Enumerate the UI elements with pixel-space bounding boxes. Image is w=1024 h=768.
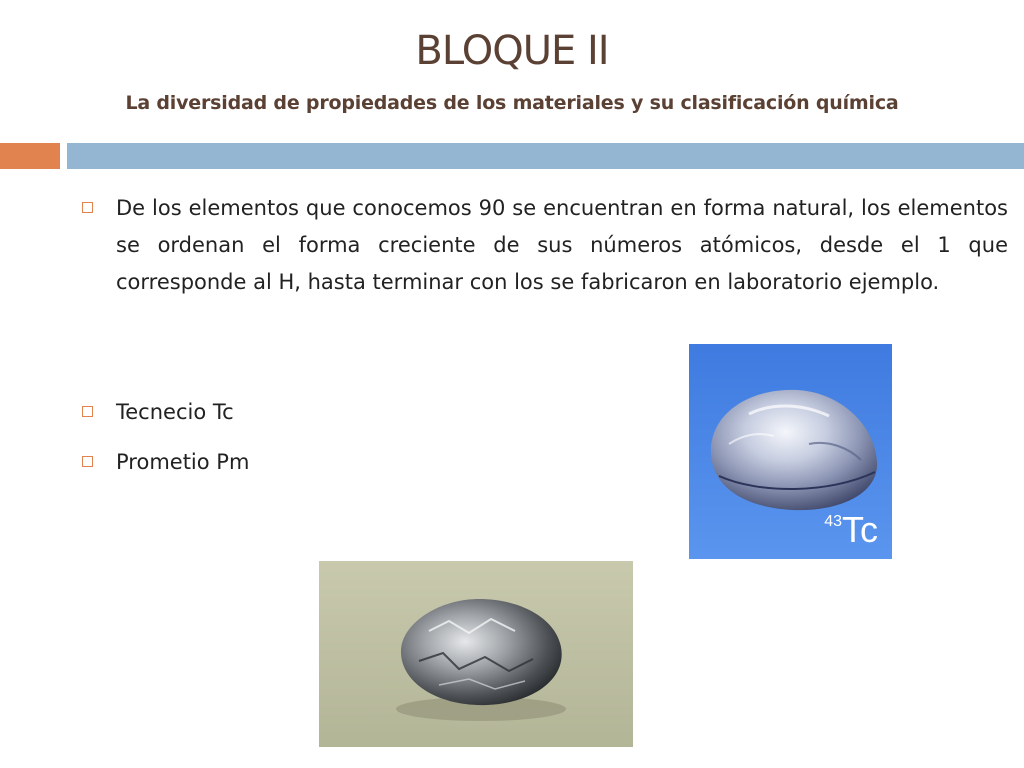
- technetium-image: [689, 344, 892, 559]
- bullet-item: [80, 190, 1008, 301]
- element-label: [824, 509, 878, 551]
- slide-subtitle: La diversidad de propiedades de los materiales y su clasificación química: [125, 92, 899, 114]
- accent-bar-blue: [67, 143, 1024, 169]
- square-bullet-icon: [82, 406, 93, 417]
- bullet-text: Prometio Pm: [116, 450, 250, 474]
- bullet-text: De los elementos que conocemos 90 se encuentran en forma natural, los elementos se ordenan el forma creciente de sus números atómicos, desde el 1 que corresponde al H, hasta terminar con los se fabricaron en laboratorio ejemplo.: [116, 196, 1008, 294]
- square-bullet-icon: [82, 202, 93, 213]
- accent-bar-orange: [0, 143, 60, 169]
- bullet-text: Tecnecio Tc: [116, 400, 234, 424]
- slide-title: BLOQUE II: [415, 28, 609, 74]
- atomic-number: 43: [824, 513, 842, 530]
- element-symbol: Tc: [842, 509, 878, 550]
- promethium-image: [319, 561, 633, 747]
- square-bullet-icon: [82, 456, 93, 467]
